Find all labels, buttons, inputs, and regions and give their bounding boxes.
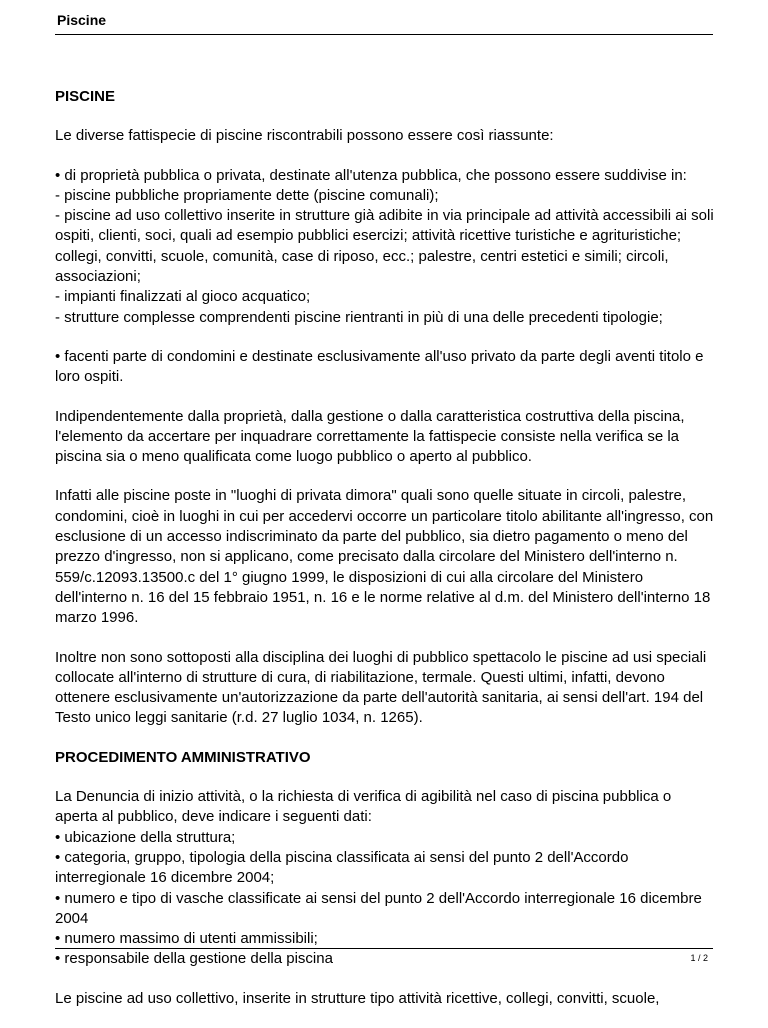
- list-item: • categoria, gruppo, tipologia della piscina classificata ai sensi del punto 2 dell'Accordo interregionale 16 dicembre 2004;: [55, 848, 629, 887]
- list-item: - impianti finalizzati al gioco acquatico;: [55, 288, 311, 306]
- header-divider: [55, 34, 713, 35]
- body-paragraph: Le piscine ad uso collettivo, inserite in strutture tipo attività ricettive, collegi, convitti, scuole,: [55, 989, 660, 1007]
- section-heading: PROCEDIMENTO AMMINISTRATIVO: [55, 748, 311, 766]
- body-paragraph: Infatti alle piscine poste in "luoghi di privata dimora" quali sono quelle situate in circoli, palestre, condomini, cioè in luoghi in cui per accedervi occorre un particolare titolo abilitante all'ingresso, con esclusione di un accesso indiscriminato da parte del pubblico, sia dietro pagamento o meno del prezzo d'ingresso, non si applicano, come precisato dalla circolare del Ministero dell'interno n. 559/c.12093.13500.c del 1° giugno 1999, le disposizioni di cui alla circolare del Ministero dell'interno n. 16 del 15 febbraio 1951, n. 16 e le norme relative al d.m. del Ministero dell'interno 18 marzo 1996.: [55, 487, 714, 627]
- list-item: • numero e tipo di vasche classificate ai sensi del punto 2 dell'Accordo interregionale 16 dicembre 2004: [55, 889, 702, 927]
- list-item: • responsabile della gestione della piscina: [55, 950, 333, 968]
- procedure-list: [55, 787, 717, 970]
- list-item: • di proprietà pubblica o privata, destinate all'utenza pubblica, che possono essere suddivise in:: [55, 166, 687, 184]
- list-item: - piscine pubbliche propriamente dette (piscine comunali);: [55, 186, 439, 204]
- types-list: [55, 166, 717, 328]
- intro-paragraph: Le diverse fattispecie di piscine riscontrabili possono essere così riassunte:: [55, 127, 554, 145]
- list-item: - strutture complesse comprendenti piscine rientranti in più di una delle precedenti tipologie;: [55, 308, 663, 326]
- page-number: 1 / 2: [690, 953, 708, 963]
- page-header-title: Piscine: [57, 12, 107, 28]
- body-paragraph: Inoltre non sono sottoposti alla disciplina dei luoghi di pubblico spettacolo le piscine ad usi speciali collocate all'interno di strutture di cura, di riabilitazione, termale. Questi ultimi, infatti, devono ottenere esclusivamente un'autorizzazione da parte dell'autorità sanitaria, ai sensi dell'art. 194 del Testo unico leggi sanitarie (r.d. 27 luglio 1034, n. 1265).: [55, 648, 707, 727]
- list-item: La Denuncia di inizio attività, o la richiesta di verifica di agibilità nel caso di piscina pubblica o aperta al pubblico, deve indicare i seguenti dati:: [55, 788, 672, 826]
- list-item: • numero massimo di utenti ammissibili;: [55, 930, 318, 948]
- footer-divider: [55, 948, 713, 949]
- list-item: • ubicazione della struttura;: [55, 828, 236, 846]
- document-heading: PISCINE: [55, 88, 116, 105]
- list-item: - piscine ad uso collettivo inserite in strutture già adibite in via principale ad attività accessibili ai soli ospiti, clienti, soci, quali ad esempio pubblici esercizi; attività ricettive turistiche e agrituristiche; collegi, convitti, scuole, comunità, case di riposo, ecc.; palestre, centri estetici e simili; circoli, associazioni;: [55, 207, 714, 286]
- condomini-paragraph: • facenti parte di condomini e destinate esclusivamente all'uso privato da parte degli aventi titolo e loro ospiti.: [55, 347, 704, 386]
- body-paragraph: Indipendentemente dalla proprietà, dalla gestione o dalla caratteristica costruttiva della piscina, l'elemento da accertare per inquadrare correttamente la fattispecie consiste nella verifica se la piscina sia o meno qualificata come luogo pubblico o aperto al pubblico.: [55, 407, 685, 466]
- document-body: [55, 87, 717, 1028]
